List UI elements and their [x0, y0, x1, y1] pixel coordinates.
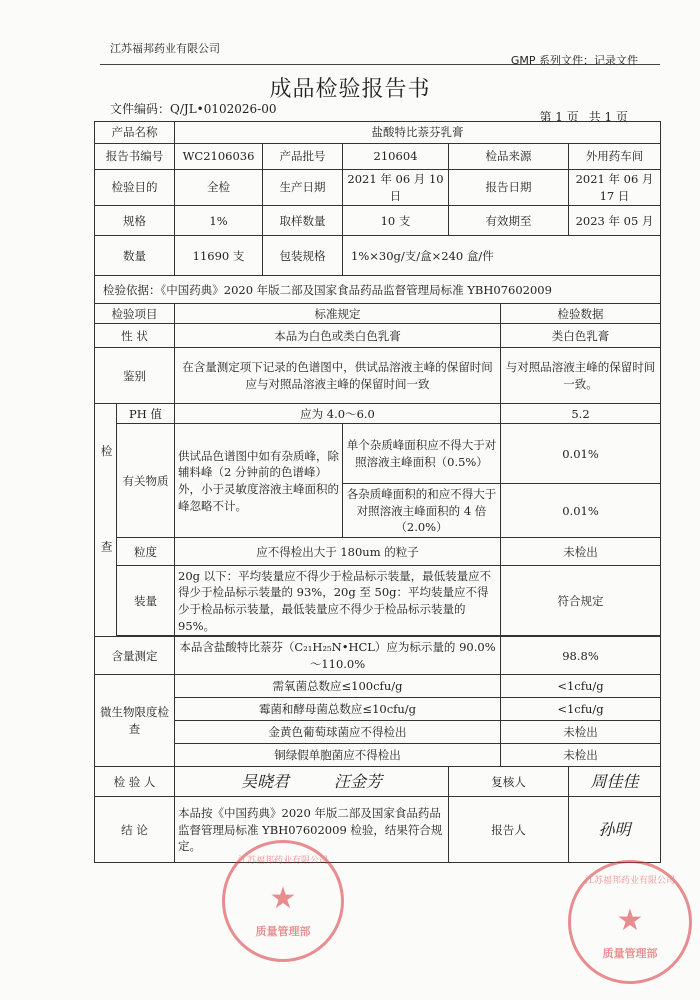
fill-standard: 20g 以下：平均装量应不得少于检品标示装量，最低装量应不得少于检品标示装量的 93%，20g 至 50g：平均装量应不得少于检品标示装量，最低装量应不得少于检品标示装量的 95%。 — [175, 566, 501, 636]
micro-result-4: 未检出 — [501, 744, 661, 767]
row-related-single — [95, 424, 661, 484]
micro-standard-4: 铜绿假单胞菌应不得检出 — [175, 744, 501, 767]
assay-label: 含量测定 — [95, 637, 175, 675]
product-name-value: 盐酸特比萘芬乳膏 — [175, 122, 661, 144]
appearance-label: 性 状 — [95, 324, 175, 348]
gmp-file-type: GMP 系列文件：记录文件 — [510, 54, 638, 67]
conclusion-label: 结 论 — [95, 797, 175, 863]
inspector-signature-1: 吴晓君 — [240, 772, 289, 792]
row-assay — [95, 637, 661, 675]
source-value: 外用药车间 — [569, 144, 661, 170]
row-micro-4 — [95, 744, 661, 767]
row-fill — [95, 566, 661, 636]
row-micro-1 — [95, 675, 661, 698]
purpose-value: 全检 — [175, 170, 263, 206]
micro-result-1: <1cfu/g — [501, 675, 661, 698]
report-no-value: WC2106036 — [175, 144, 263, 170]
row-appearance — [95, 324, 661, 348]
particle-result: 未检出 — [501, 538, 661, 566]
qty-label: 数量 — [95, 236, 175, 276]
check-group-label — [95, 404, 117, 637]
identification-label: 鉴别 — [95, 348, 175, 404]
report-no-label: 报告书编号 — [95, 144, 175, 170]
particle-label: 粒度 — [117, 538, 175, 566]
left-seal-bottom-text: 质量管理部 — [255, 925, 311, 938]
identification-result: 与对照品溶液主峰的保留时间一致。 — [501, 348, 661, 404]
related-common-standard: 供试品色谱图中如有杂质峰，除辅料峰（2 分钟前的色谱峰）外，小于灵敏度溶液主峰面积的峰忽略不计。 — [175, 424, 343, 538]
conclusion-text: 本品按《中国药典》2020 年版二部及国家食品药品监督管理局标准 YBH07602009 检验，结果符合规定。 — [175, 797, 449, 863]
left-seal-ring-text: 江苏福邦药业有限公司 — [237, 856, 329, 866]
right-quality-seal — [568, 860, 692, 984]
ph-result: 5.2 — [501, 404, 661, 424]
row-inspector — [95, 767, 661, 797]
related-total-result: 0.01% — [501, 484, 661, 538]
row-conclusion — [95, 797, 661, 863]
related-single-standard: 单个杂质峰面积应不得大于对照溶液主峰面积（0.5%） — [343, 424, 501, 484]
left-seal-star-icon: ★ — [269, 881, 297, 916]
assay-result: 98.8% — [501, 637, 661, 675]
inspector-label: 检 验 人 — [95, 767, 175, 797]
inspector-signature-2: 汪金芳 — [334, 772, 383, 792]
appearance-result: 类白色乳膏 — [501, 324, 661, 348]
row-particle — [95, 538, 661, 566]
page-title: 成品检验报告书 — [269, 77, 431, 102]
row-quantity — [95, 236, 661, 276]
product-name-label: 产品名称 — [95, 122, 175, 144]
right-seal-bottom-text: 质量管理部 — [602, 947, 658, 960]
particle-standard: 应不得检出大于 180um 的粒子 — [175, 538, 501, 566]
micro-result-2: <1cfu/g — [501, 698, 661, 721]
micro-standard-1: 需氧菌总数应≤100cfu/g — [175, 675, 501, 698]
micro-result-3: 未检出 — [501, 721, 661, 744]
inspector-signatures — [175, 767, 449, 797]
row-basis — [95, 276, 661, 304]
check-group-text: 检 查 — [99, 444, 114, 592]
sample-qty-label: 取样数量 — [263, 206, 343, 236]
company-name: 江苏福邦药业有限公司 — [110, 42, 220, 55]
row-micro-2 — [95, 698, 661, 721]
row-spec — [95, 206, 661, 236]
report-date-label: 报告日期 — [449, 170, 569, 206]
document-number: 文件编码：Q/JL•0102026-00 — [110, 102, 277, 116]
ph-standard: 应为 4.0～6.0 — [175, 404, 501, 424]
qty-value: 11690 支 — [175, 236, 263, 276]
fill-result: 符合规定 — [501, 566, 661, 636]
pack-label: 包装规格 — [263, 236, 343, 276]
row-product-name — [95, 122, 661, 144]
purpose-label: 检验目的 — [95, 170, 175, 206]
expiry-value: 2023 年 05 月 — [569, 206, 661, 236]
prod-date-label: 生产日期 — [263, 170, 343, 206]
left-quality-seal — [222, 840, 344, 962]
appearance-standard: 本品为白色或类白色乳膏 — [175, 324, 501, 348]
prod-date-value: 2021 年 06 月 10 日 — [343, 170, 449, 206]
right-seal-star-icon: ★ — [616, 903, 644, 938]
col-standard-header: 标准规定 — [175, 304, 501, 324]
ph-label: PH 值 — [117, 404, 175, 424]
report-table — [94, 121, 661, 863]
row-purpose — [95, 170, 661, 206]
assay-standard: 本品含盐酸特比萘芬（C₂₁H₂₅N•HCL）应为标示量的 90.0%～110.0% — [175, 637, 501, 675]
related-single-result: 0.01% — [501, 424, 661, 484]
micro-label: 微生物限度检查 — [95, 675, 175, 767]
reviewer-label: 复核人 — [449, 767, 569, 797]
spec-label: 规格 — [95, 206, 175, 236]
sample-qty-value: 10 支 — [343, 206, 449, 236]
micro-standard-3: 金黄色葡萄球菌应不得检出 — [175, 721, 501, 744]
row-identification — [95, 348, 661, 404]
fill-label: 装量 — [117, 566, 175, 636]
row-report-no — [95, 144, 661, 170]
pack-value: 1%×30g/支/盒×240 盒/件 — [343, 236, 661, 276]
reporter-label: 报告人 — [449, 797, 569, 863]
related-total-standard: 各杂质峰面积的和应不得大于对照溶液主峰面积的 4 倍（2.0%） — [343, 484, 501, 538]
batch-value: 210604 — [343, 144, 449, 170]
page-number: 第 1 页 — [539, 110, 579, 124]
row-ph — [95, 404, 661, 424]
right-seal-ring-text: 江苏福邦药业有限公司 — [584, 876, 676, 886]
col-item-header: 检验项目 — [95, 304, 175, 324]
inspection-basis: 检验依据：《中国药典》2020 年版二部及国家食品药品监督管理局标准 YBH07602009 — [95, 276, 661, 304]
col-result-header: 检验数据 — [501, 304, 661, 324]
micro-standard-2: 霉菌和酵母菌总数应≤10cfu/g — [175, 698, 501, 721]
related-label: 有关物质 — [117, 424, 175, 538]
row-micro-3 — [95, 721, 661, 744]
row-column-headers — [95, 304, 661, 324]
page-total: 共 1 页 — [588, 110, 628, 124]
report-date-value: 2021 年 06 月 17 日 — [569, 170, 661, 206]
reviewer-signature: 周佳佳 — [569, 767, 661, 797]
identification-standard: 在含量测定项下记录的色谱图中，供试品溶液主峰的保留时间应与对照品溶液主峰的保留时间一致 — [175, 348, 501, 404]
batch-label: 产品批号 — [263, 144, 343, 170]
spec-value: 1% — [175, 206, 263, 236]
reporter-signature: 孙明 — [569, 797, 661, 863]
expiry-label: 有效期至 — [449, 206, 569, 236]
header-divider — [100, 64, 660, 65]
source-label: 检品来源 — [449, 144, 569, 170]
